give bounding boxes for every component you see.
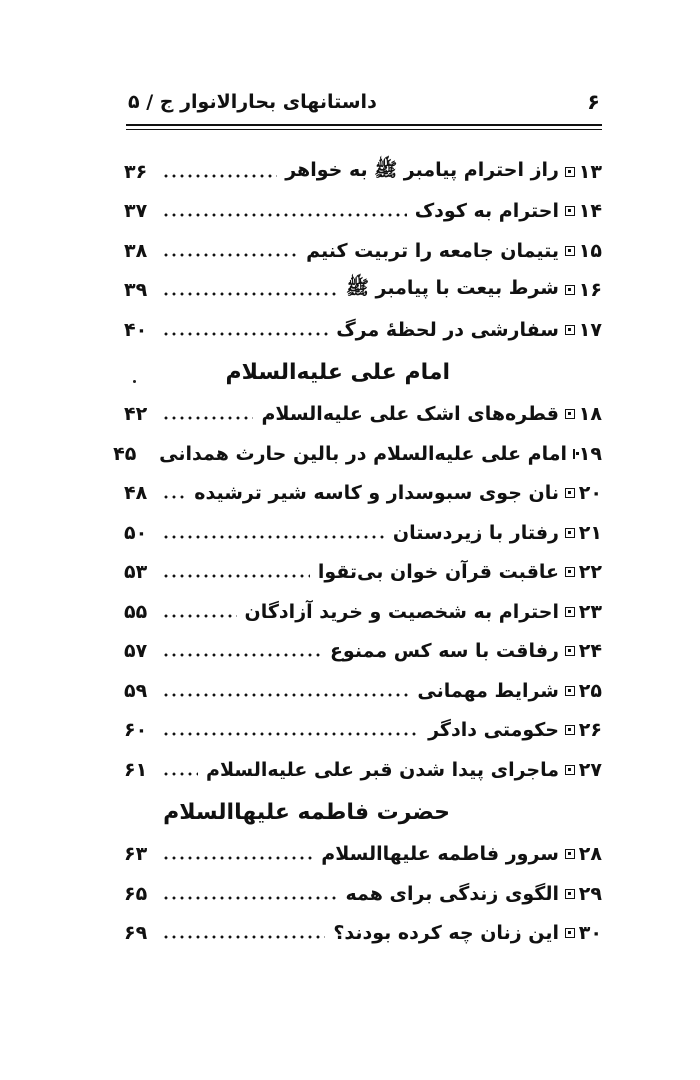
entry-page-number: ۴۸ [124,482,148,505]
entry-title: حکومتی دادگر [428,719,559,742]
entry-number: ۲۳ [578,600,602,623]
dot-leader [162,574,310,578]
section-title: حضرت فاطمه علیهاالسلام [163,799,450,825]
dot-leader [162,856,313,860]
entry-page-number: ۶۵ [124,882,148,905]
entry-number: ۲۹ [578,882,602,905]
bullet-box-icon [565,889,575,899]
entry-title: شرط بیعت با پیامبر ﷺ [345,277,559,300]
toc-entry [113,434,602,474]
dot-leader [162,535,385,539]
page-header [128,84,600,120]
dot-leader [162,653,322,657]
entry-number: ۱۴ [578,200,602,223]
entry-number: ۲۸ [578,843,602,866]
entry-title: نان جوی سبوسدار و کاسه شیر ترشیده [194,482,559,505]
toc-entry [124,671,602,711]
entry-page-number: ۴۰ [124,318,148,341]
table-of-contents [113,152,602,953]
entry-number: ۱۵ [578,239,602,262]
dot-leader [162,174,277,178]
toc-entry [124,553,602,593]
dot-leader [162,935,325,939]
entry-number: ۱۳ [578,160,602,183]
toc-entry [124,874,602,914]
page-number: ۶ [587,90,600,114]
entry-title: قطره‌های اشک علی علیه‌السلام [261,403,559,426]
entry-page-number: ۵۳ [124,561,148,584]
entry-number: ۱۶ [578,279,602,302]
dot-leader [162,772,198,776]
dot-leader [162,213,407,217]
dot-leader [162,614,237,618]
entry-title: این زنان چه کرده بودند؟ [333,922,559,945]
entry-page-number: ۳۹ [124,279,148,302]
entry-title: سرور فاطمه علیهاالسلام [321,843,559,866]
bullet-box-icon [565,646,575,656]
entry-title: ماجرای پیدا شدن قبر علی علیه‌السلام [206,758,559,781]
toc-entry [124,835,602,875]
entry-title: احترام به شخصیت و خرید آزادگان [244,600,559,623]
entry-page-number: ۳۸ [124,239,148,262]
bullet-box-icon [565,409,575,419]
toc-entry [124,750,602,790]
entry-title: الگوی زندگی برای همه [345,882,559,905]
bullet-box-icon [565,488,575,498]
entry-page-number: ۳۷ [124,200,148,223]
toc-entry [124,632,602,672]
running-title: داستانهای بحارالانوار ج / ۵ [128,91,377,113]
dot-leader [162,896,338,900]
entry-page-number: ۴۲ [124,403,148,426]
toc-entry [124,271,602,311]
entry-number: ۱۹ [578,442,602,465]
toc-entry [124,231,602,271]
entry-number: ۱۷ [578,318,602,341]
dot-leader [162,416,253,420]
entry-page-number: ۵۹ [124,679,148,702]
entry-title: یتیمان جامعه را تربیت کنیم [306,239,559,262]
bullet-box-icon [565,528,575,538]
entry-number: ۲۷ [578,758,602,781]
section-heading [124,790,602,835]
dot-leader [162,332,328,336]
entry-title: امام علی علیه‌السلام در بالین حارث همدانی [159,442,567,465]
entry-page-number: ۴۵ [113,442,137,465]
entry-number: ۳۰ [578,922,602,945]
entry-page-number: ۵۷ [124,640,148,663]
entry-title: رفتار با زیردستان [392,521,559,544]
toc-entry [124,474,602,514]
entry-number: ۲۱ [578,521,602,544]
bullet-box-icon [565,285,575,295]
bullet-box-icon [565,206,575,216]
entry-title: شرایط مهمانی [417,679,559,702]
entry-title: راز احترام پیامبر ﷺ به خواهر [285,158,559,181]
entry-number: ۲۲ [578,561,602,584]
toc-entry [124,914,602,954]
bullet-box-icon [565,325,575,335]
toc-entry [124,310,602,350]
header-rule-thin [126,129,602,130]
dot-leader [162,253,298,257]
dot-leader [162,292,338,296]
entry-page-number: ۶۰ [124,719,148,742]
bullet-box-icon [565,246,575,256]
entry-title: احترام به کودک [414,200,559,223]
bullet-box-icon [565,725,575,735]
entry-title: سفارشی در لحظهٔ مرگ [336,318,559,341]
dot-leader [162,693,409,697]
bullet-box-icon [565,765,575,775]
toc-entry [124,513,602,553]
entry-page-number: ۵۵ [124,600,148,623]
entry-number: ۲۶ [578,719,602,742]
bullet-box-icon [565,607,575,617]
section-heading [124,350,602,395]
header-rule-thick [126,124,602,126]
entry-number: ۲۰ [578,482,602,505]
entry-number: ۲۴ [578,640,602,663]
bullet-box-icon [565,928,575,938]
bullet-box-icon [573,449,575,459]
entry-title: عاقبت قرآن خوان بی‌تقوا [317,561,559,584]
bullet-box-icon [565,167,575,177]
entry-page-number: ۵۰ [124,521,148,544]
dot-leader [162,732,420,736]
entry-number: ۲۵ [578,679,602,702]
toc-entry [124,192,602,232]
toc-entry [124,395,602,435]
entry-page-number: ۳۶ [124,160,148,183]
entry-page-number: ۶۹ [124,922,148,945]
entry-page-number: ۶۳ [124,843,148,866]
toc-entry [124,592,602,632]
bullet-box-icon [565,849,575,859]
toc-entry [124,711,602,751]
entry-title: رفاقت با سه کس ممنوع [329,640,559,663]
toc-entry [124,152,602,192]
entry-page-number: ۶۱ [124,758,148,781]
dot-leader [162,495,186,499]
bullet-box-icon [565,686,575,696]
bullet-box-icon [565,567,575,577]
section-title: امام علی علیه‌السلام [225,359,450,385]
entry-number: ۱۸ [578,403,602,426]
